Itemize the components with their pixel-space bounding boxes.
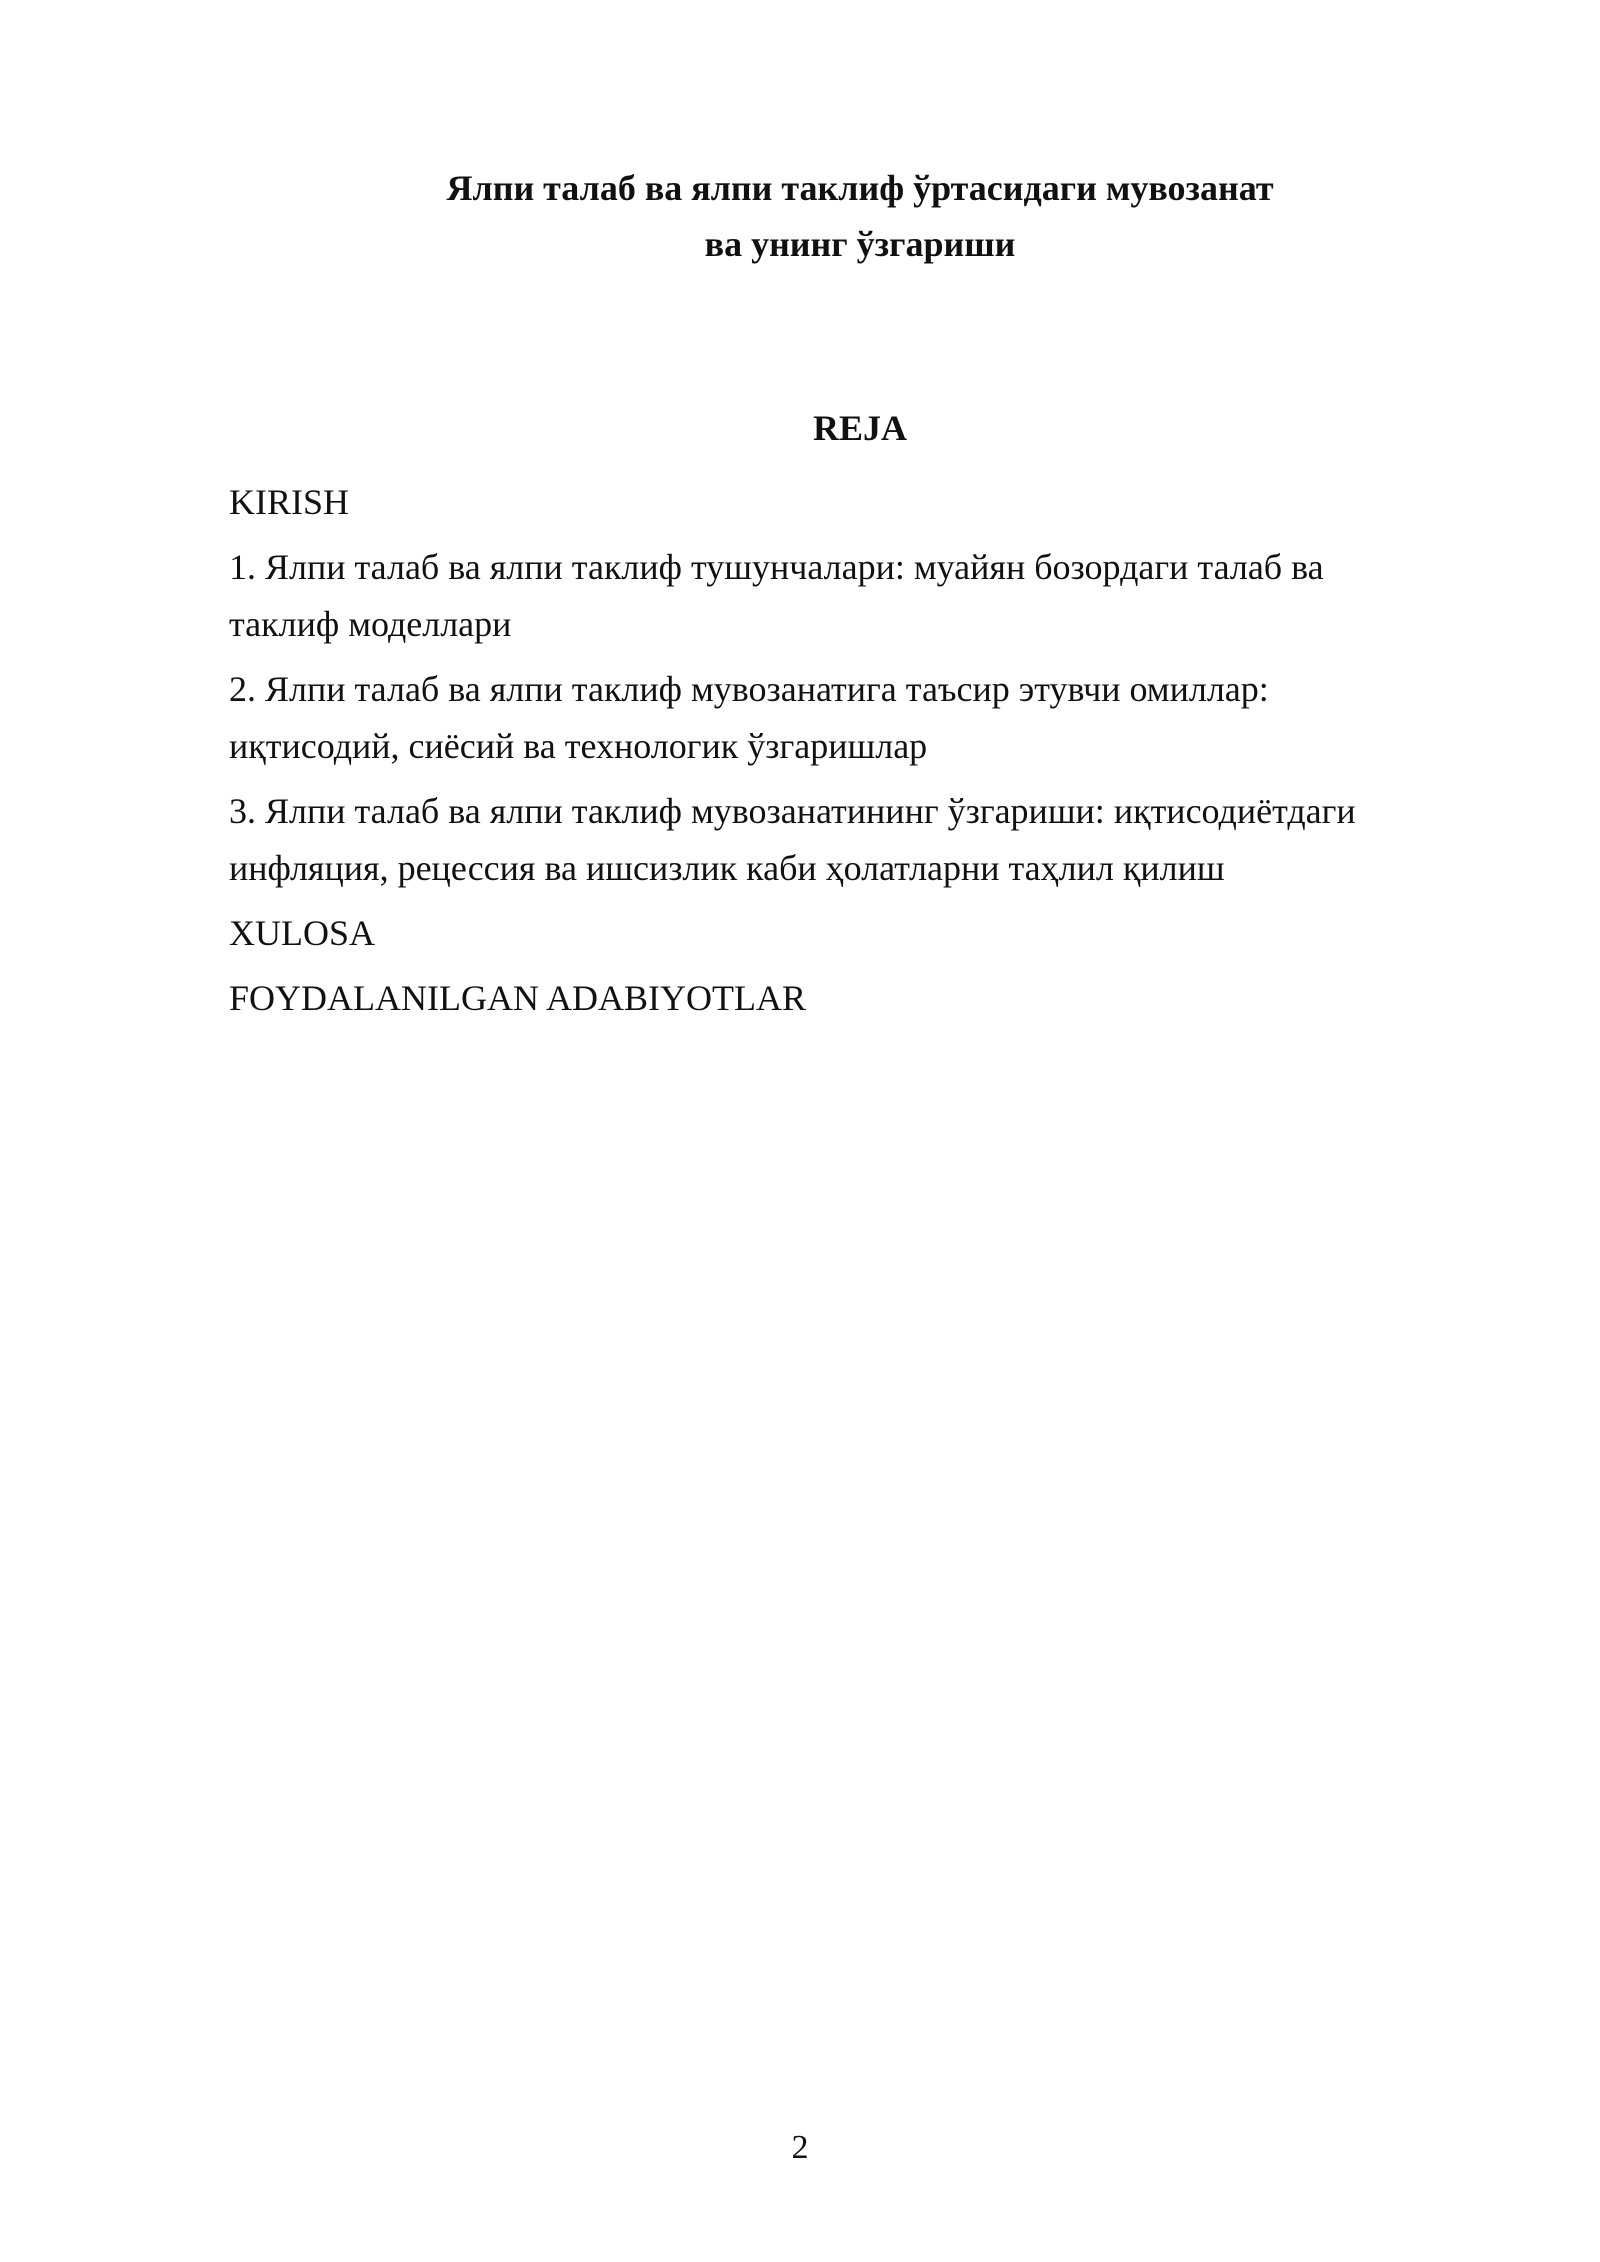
document-title xyxy=(200,160,1520,272)
plan-item-1: 1. Ялпи талаб ва ялпи таклиф тушунчалари: муайян бозордаги талаб ва таклиф моделлари xyxy=(229,547,1324,644)
plan-heading: REJA xyxy=(812,408,907,448)
document-title-line-2: ва унинг ўзгариши xyxy=(704,224,1016,264)
plan-item-2: 2. Ялпи талаб ва ялпи таклиф мувозанатига таъсир этувчи омиллар: иқтисодий, сиёсий ва технологик ўзгаришлар xyxy=(229,669,1269,766)
plan-item-conclusion: XULOSA xyxy=(229,913,376,953)
plan-item-3: 3. Ялпи талаб ва ялпи таклиф мувозанатининг ўзгариши: иқтисодиётдаги инфляция, рецессия ва ишсизлик каби ҳолатларни таҳлил қилиш xyxy=(229,791,1356,888)
plan-item-introduction: KIRISH xyxy=(229,482,350,522)
document-title-line-1: Ялпи талаб ва ялпи таклиф ўртасидаги мувозанат xyxy=(446,168,1274,208)
page-number: 2 xyxy=(791,2129,809,2166)
plan-list xyxy=(229,474,1439,1035)
plan-item-references: FOYDALANILGAN ADABIYOTLAR xyxy=(229,978,806,1018)
